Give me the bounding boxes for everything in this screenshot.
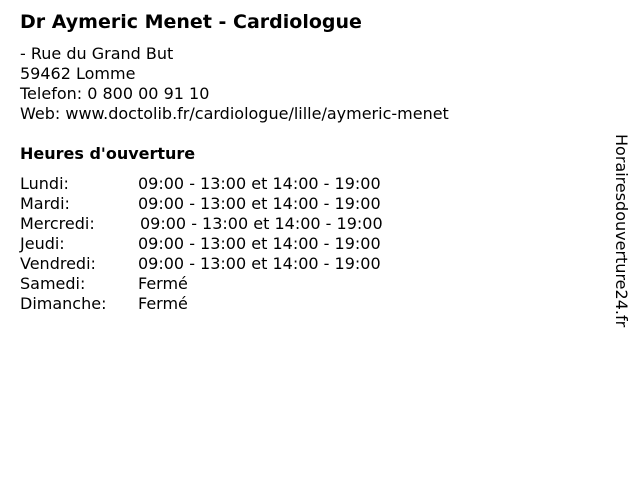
day-hours: 09:00 - 13:00 et 14:00 - 19:00 — [138, 174, 381, 193]
day-label: Jeudi: — [20, 234, 65, 253]
day-label: Vendredi: — [20, 254, 96, 273]
address-street: - Rue du Grand But — [20, 44, 174, 63]
day-hours: 09:00 - 13:00 et 14:00 - 19:00 — [140, 214, 383, 233]
address-city: 59462 Lomme — [20, 64, 136, 83]
phone-number: Telefon: 0 800 00 91 10 — [20, 84, 210, 103]
site-watermark: Horairesdouverture24.fr — [612, 134, 631, 328]
day-label: Samedi: — [20, 274, 86, 293]
day-hours: 09:00 - 13:00 et 14:00 - 19:00 — [138, 194, 381, 213]
website: Web: www.doctolib.fr/cardiologue/lille/aymeric-menet — [20, 104, 449, 123]
opening-hours-heading: Heures d'ouverture — [20, 144, 196, 163]
day-label: Dimanche: — [20, 294, 107, 313]
day-hours: Fermé — [138, 274, 188, 293]
day-hours: 09:00 - 13:00 et 14:00 - 19:00 — [138, 254, 381, 273]
page-title: Dr Aymeric Menet - Cardiologue — [20, 11, 362, 33]
day-label: Mardi: — [20, 194, 70, 213]
day-hours: Fermé — [138, 294, 188, 313]
contact-block — [20, 44, 449, 124]
day-hours: 09:00 - 13:00 et 14:00 - 19:00 — [138, 234, 381, 253]
day-label: Lundi: — [20, 174, 69, 193]
day-label: Mercredi: — [20, 214, 95, 233]
